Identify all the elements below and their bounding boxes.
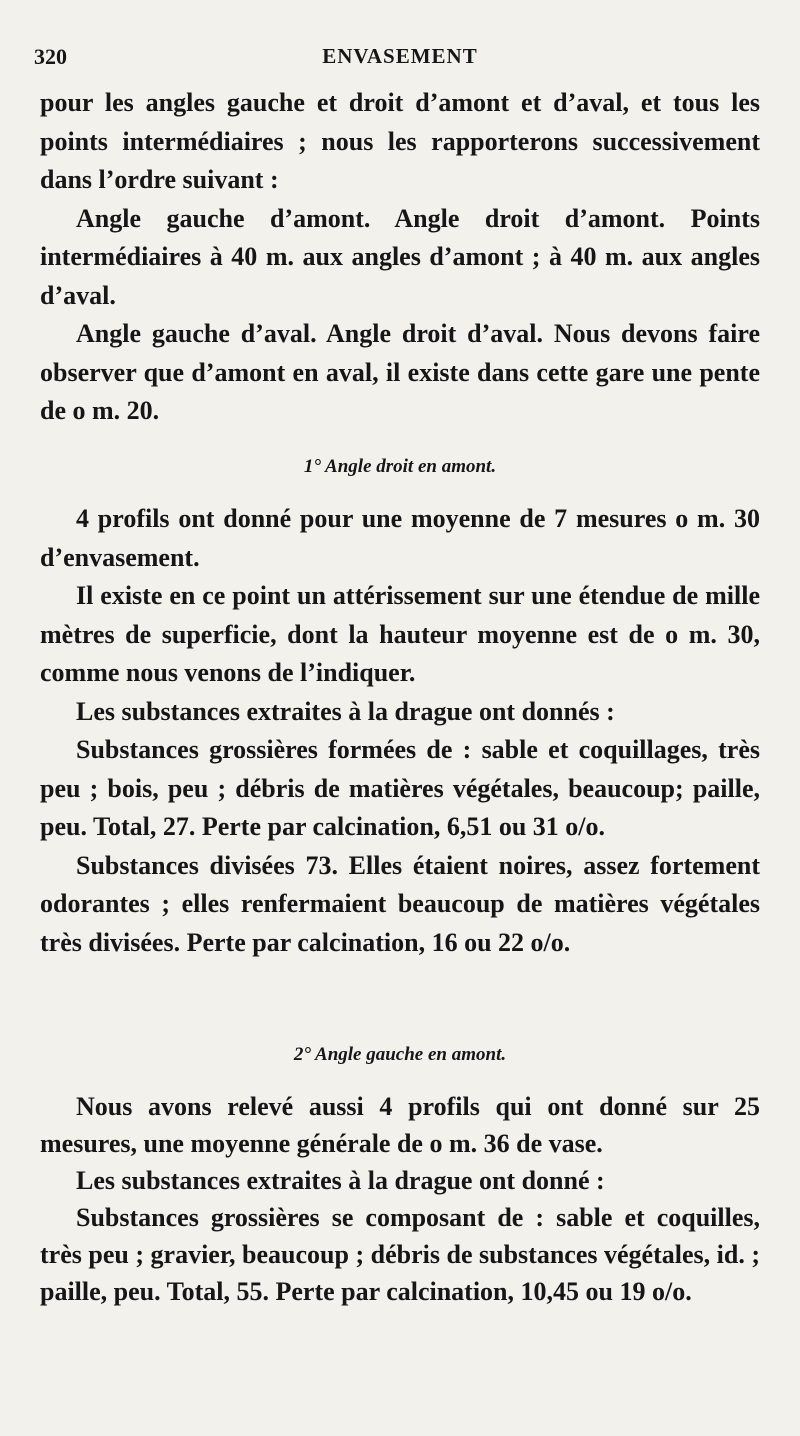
running-head: ENVASEMENT [322, 44, 478, 68]
page-header [30, 44, 770, 74]
paragraph: Substances grossières formées de : sable et coquillages, très peu ; bois, peu ; débris de matières végétales, beaucoup; paille, peu. Total, 27. Perte par calcination, 6,51 ou 31 o/o. [40, 735, 760, 841]
section-heading: 1° Angle droit en amont. [303, 456, 497, 477]
paragraph: 4 profils ont donné pour une moyenne de 7 mesures o m. 30 d’envasement. [40, 504, 760, 572]
paragraph: Les substances extraites à la drague ont donné : [76, 1166, 605, 1195]
paragraph: Nous avons relevé aussi 4 profils qui ont donné sur 25 mesures, une moyenne générale de o m. 36 de vase. [40, 1092, 760, 1158]
page-number: 320 [34, 44, 67, 69]
paragraph: Angle gauche d’amont. Angle droit d’amont. Points intermédiaires à 40 m. aux angles d’amont ; à 40 m. aux angles d’aval. [40, 203, 760, 310]
intro-block [40, 84, 760, 431]
paragraph: Angle gauche d’aval. Angle droit d’aval. Nous devons faire observer que d’amont en aval, il existe dans cette gare une pente de o m. 20. [40, 319, 760, 425]
paragraph: Il existe en ce point un attérissement sur une étendue de mille mètres de superficie, dont la hauteur moyenne est de o m. 30, comme nous venons de l’indiquer. [40, 581, 760, 687]
paragraph: Les substances extraites à la drague ont donnés : [76, 696, 615, 726]
section-heading: 2° Angle gauche en amont. [293, 1044, 507, 1065]
paragraph: Substances divisées 73. Elles étaient noires, assez fortement odorantes ; elles renfermaient beaucoup de matières végétales très divisées. Perte par calcination, 16 ou 22 o/o. [40, 850, 760, 957]
section-2-body [40, 1088, 760, 1310]
paragraph: Substances grossières se composant de : sable et coquilles, très peu ; gravier, beaucoup ; débris de substances végétales, id. ; paille, peu. Total, 55. Perte par calcination, 10,45 ou 19 o/o. [40, 1203, 760, 1306]
section-1-body [40, 500, 760, 962]
paragraph: pour les angles gauche et droit d’amont et d’aval, et tous les points intermédiaires ; nous les rapporterons successivement dans l’ordre suivant : [40, 88, 760, 194]
